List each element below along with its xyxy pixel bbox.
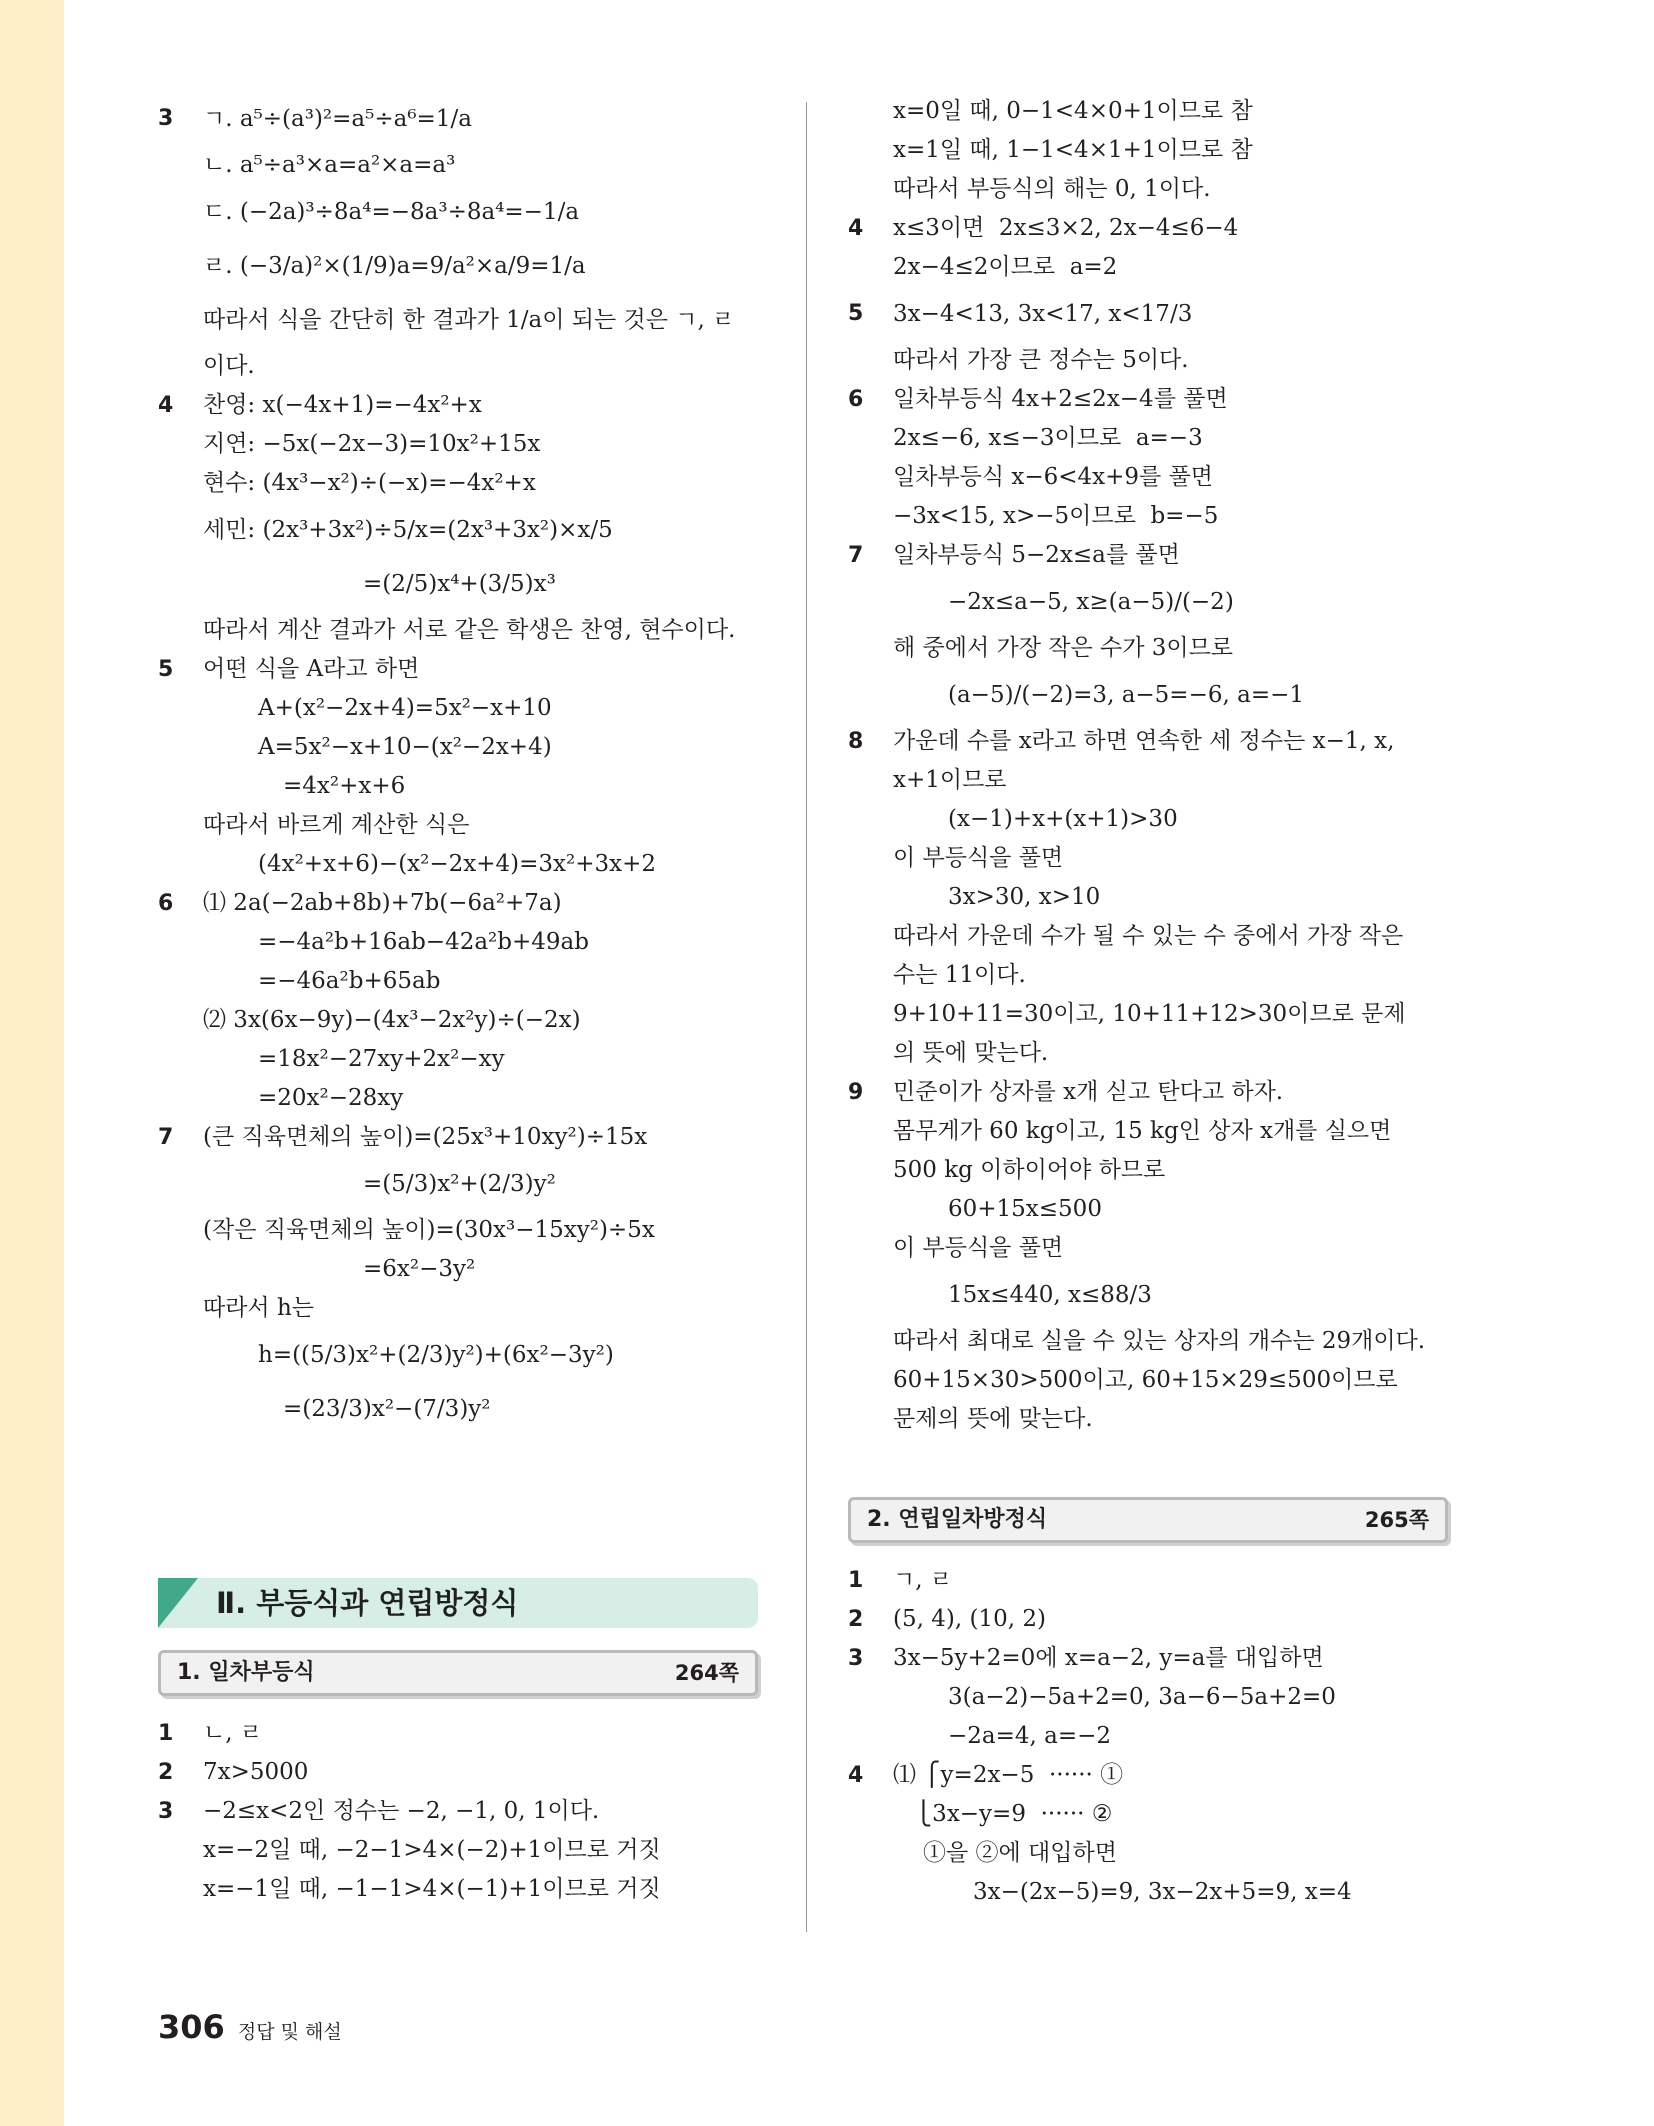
answer-text: 3x>30, x>10 <box>948 884 1101 910</box>
answer-text: 2x≤−6, x≤−3이므로 a=−3 <box>893 425 1203 451</box>
answer-text: 3x−4<13, 3x<17, x<17/3 <box>893 301 1193 327</box>
answer-number: 2 <box>158 1760 174 1785</box>
answer-line <box>158 1792 758 1831</box>
answer-number: 5 <box>848 301 864 326</box>
answer-number: 2 <box>848 1607 864 1632</box>
answer-line <box>203 1250 758 1289</box>
answer-text: −2a=4, a=−2 <box>948 1723 1112 1749</box>
chapter-banner-accent <box>158 1578 198 1628</box>
answer-text: x=−2일 때, −2−1>4×(−2)+1이므로 거짓 <box>203 1837 661 1863</box>
answer-text: 몸무게가 60 kg이고, 15 kg인 상자 x개를 실으면 <box>893 1118 1392 1144</box>
footer-label: 정답 및 해설 <box>237 2021 342 2043</box>
answer-line <box>893 1268 1448 1322</box>
answer-line <box>203 1040 758 1079</box>
answer-line <box>203 293 758 347</box>
answer-text: =18x²−27xy+2x²−xy <box>258 1046 505 1072</box>
answer-number: 8 <box>848 729 864 754</box>
answer-line <box>893 1795 1448 1834</box>
answer-line <box>893 1678 1448 1717</box>
answer-text: 60+15×30>500이고, 60+15×29≤500이므로 <box>893 1367 1398 1393</box>
answer-text: ㄴ, ㄹ <box>203 1720 263 1746</box>
answer-line <box>893 1873 1448 1912</box>
answer-text: 2x−4≤2이므로 a=2 <box>893 254 1118 280</box>
answer-text: −2x≤a−5, x≥(a−5)/(−2) <box>948 589 1234 615</box>
answer-line <box>893 92 1448 131</box>
answer-text: =−46a²b+65ab <box>258 968 441 994</box>
answer-line <box>203 1831 758 1870</box>
answer-line <box>203 767 758 806</box>
answer-text: x=−1일 때, −1−1>4×(−1)+1이므로 거짓 <box>203 1876 661 1902</box>
answer-line <box>893 668 1448 722</box>
answer-line <box>203 1211 758 1250</box>
left-answers-chapter1 <box>158 92 758 1436</box>
answer-number: 4 <box>848 1763 864 1788</box>
answer-text: 지연: −5x(−2x−3)=10x²+15x <box>203 431 541 457</box>
answer-text: 어떤 식을 A라고 하면 <box>203 656 420 682</box>
answer-line <box>848 1756 1448 1795</box>
answer-line <box>893 800 1448 839</box>
answer-line <box>158 1118 758 1157</box>
answer-line <box>203 845 758 884</box>
answer-text: (큰 직육면체의 높이)=(25x³+10xy²)÷15x <box>203 1124 648 1150</box>
answer-line <box>893 956 1448 995</box>
answer-line <box>203 185 758 239</box>
answer-text: 민준이가 상자를 x개 싣고 탄다고 하자. <box>893 1079 1284 1105</box>
answer-text: −3x<15, x>−5이므로 b=−5 <box>893 503 1219 529</box>
answer-number: 5 <box>158 657 174 682</box>
answer-text: 9+10+11=30이고, 10+11+12>30이므로 문제 <box>893 1001 1406 1027</box>
answer-number: 3 <box>158 1799 174 1824</box>
answer-line <box>893 1151 1448 1190</box>
answer-line <box>848 380 1448 419</box>
answer-text: ㄷ. (−2a)³÷8a⁴=−8a³÷8a⁴=−1/a <box>203 199 580 225</box>
section-title: 2. 연립일차방정식 <box>867 1507 1048 1532</box>
answer-line <box>893 1400 1448 1439</box>
answer-line <box>893 917 1448 956</box>
spacer <box>848 1439 1448 1497</box>
answer-line <box>848 1073 1448 1112</box>
answer-line <box>158 92 758 146</box>
answer-line <box>893 1112 1448 1151</box>
page-number: 306 <box>158 2008 225 2046</box>
answer-line <box>893 1322 1448 1361</box>
answer-line <box>848 1639 1448 1678</box>
left-column <box>158 92 758 1909</box>
answer-line <box>203 464 758 503</box>
answer-line <box>203 1157 758 1211</box>
answer-line <box>848 722 1448 761</box>
answer-text: 일차부등식 x−6<4x+9를 풀면 <box>893 464 1214 490</box>
answer-line <box>203 1079 758 1118</box>
answer-text: =(2/5)x⁴+(3/5)x³ <box>363 571 556 597</box>
chapter-banner <box>158 1578 758 1628</box>
answer-text: (a−5)/(−2)=3, a−5=−6, a=−1 <box>948 682 1304 708</box>
answer-line <box>203 239 758 293</box>
answer-text: 의 뜻에 맞는다. <box>893 1040 1049 1066</box>
answer-line <box>893 1361 1448 1400</box>
answer-line <box>158 650 758 689</box>
left-answers-section1 <box>158 1714 758 1909</box>
answer-line <box>893 131 1448 170</box>
answer-text: =6x²−3y² <box>363 1256 476 1282</box>
answer-text: 따라서 식을 간단히 한 결과가 1/a이 되는 것은 ㄱ, ㄹ <box>203 307 735 333</box>
answer-line <box>203 1001 758 1040</box>
answer-line <box>203 689 758 728</box>
right-column <box>848 92 1448 1912</box>
answer-line <box>893 170 1448 209</box>
answer-line <box>893 341 1448 380</box>
answer-text: =−4a²b+16ab−42a²b+49ab <box>258 929 589 955</box>
answer-text: 따라서 h는 <box>203 1295 314 1321</box>
answer-text: (x−1)+x+(x+1)>30 <box>948 806 1178 832</box>
answer-text: 3x−(2x−5)=9, 3x−2x+5=9, x=4 <box>973 1879 1352 1905</box>
answer-text: 이 부등식을 풀면 <box>893 1235 1064 1261</box>
answer-number: 3 <box>158 106 174 131</box>
answer-number: 6 <box>848 387 864 412</box>
answer-number: 3 <box>848 1646 864 1671</box>
answer-line <box>203 1870 758 1909</box>
answer-line <box>893 1190 1448 1229</box>
answer-line <box>158 1714 758 1753</box>
answer-text: 수는 11이다. <box>893 962 1026 988</box>
answer-number: 7 <box>848 543 864 568</box>
answer-line <box>158 1753 758 1792</box>
answer-line <box>848 1600 1448 1639</box>
answer-text: ㄱ, ㄹ <box>893 1567 953 1593</box>
section-page-ref: 265쪽 <box>1364 1508 1429 1532</box>
answer-text: 따라서 바르게 계산한 식은 <box>203 812 470 838</box>
answer-text: 세민: (2x³+3x²)÷5/x=(2x³+3x²)×x/5 <box>203 517 613 543</box>
answer-text: 찬영: x(−4x+1)=−4x²+x <box>203 392 482 418</box>
answer-text: =(23/3)x²−(7/3)y² <box>283 1396 491 1422</box>
answer-text: 가운데 수를 x라고 하면 연속한 세 정수는 x−1, x, <box>893 728 1395 754</box>
answer-text: ①을 ②에 대입하면 <box>923 1840 1117 1866</box>
answer-text: 일차부등식 4x+2≤2x−4를 풀면 <box>893 386 1228 412</box>
answer-line <box>893 248 1448 287</box>
answer-line <box>848 536 1448 575</box>
answer-line <box>203 806 758 845</box>
section-page-ref: 264쪽 <box>674 1661 739 1685</box>
answer-text: x≤3이면 2x≤3×2, 2x−4≤6−4 <box>893 215 1239 241</box>
answer-line <box>203 1328 758 1382</box>
right-answers-section2 <box>848 1561 1448 1912</box>
answer-line <box>158 884 758 923</box>
answer-text: =(5/3)x²+(2/3)y² <box>363 1171 556 1197</box>
answer-text: ㄹ. (−3/a)²×(1/9)a=9/a²×a/9=1/a <box>203 253 586 279</box>
answer-line <box>893 629 1448 668</box>
answer-line <box>203 425 758 464</box>
answer-text: x=0일 때, 0−1<4×0+1이므로 참 <box>893 98 1253 124</box>
answer-number: 1 <box>158 1721 174 1746</box>
answer-line <box>203 962 758 1001</box>
answer-line <box>203 1289 758 1328</box>
section-title: 1. 일차부등식 <box>177 1660 315 1685</box>
answer-line <box>893 458 1448 497</box>
answer-line <box>893 1034 1448 1073</box>
answer-text: =4x²+x+6 <box>283 773 406 799</box>
answer-line <box>203 146 758 185</box>
page-footer <box>158 2008 342 2046</box>
answer-line <box>893 419 1448 458</box>
answer-text: 3x−5y+2=0에 x=a−2, y=a를 대입하면 <box>893 1645 1324 1671</box>
answer-text: 500 kg 이하이어야 하므로 <box>893 1157 1166 1183</box>
answer-number: 6 <box>158 891 174 916</box>
answer-text: (작은 직육면체의 높이)=(30x³−15xy²)÷5x <box>203 1217 655 1243</box>
answer-line <box>203 923 758 962</box>
answer-text: 15x≤440, x≤88/3 <box>948 1282 1152 1308</box>
answer-line <box>893 839 1448 878</box>
answer-line <box>203 557 758 611</box>
answer-line <box>848 209 1448 248</box>
column-divider <box>806 102 807 1932</box>
answer-text: (5, 4), (10, 2) <box>893 1606 1046 1632</box>
answer-text: ⎩3x−y=9 ······ ② <box>893 1801 1113 1827</box>
answer-text: ⑴ 2a(−2ab+8b)+7b(−6a²+7a) <box>203 890 562 916</box>
answer-number: 7 <box>158 1125 174 1150</box>
answer-text: −2≤x<2인 정수는 −2, −1, 0, 1이다. <box>203 1798 600 1824</box>
answer-line <box>203 611 758 650</box>
answer-text: 일차부등식 5−2x≤a를 풀면 <box>893 542 1180 568</box>
answer-text: 현수: (4x³−x²)÷(−x)=−4x²+x <box>203 470 536 496</box>
answer-text: 해 중에서 가장 작은 수가 3이므로 <box>893 635 1234 661</box>
answer-text: 3(a−2)−5a+2=0, 3a−6−5a+2=0 <box>948 1684 1336 1710</box>
answer-text: 따라서 가운데 수가 될 수 있는 수 중에서 가장 작은 <box>893 923 1404 949</box>
answer-text: ㄱ. a⁵÷(a³)²=a⁵÷a⁶=1/a <box>203 106 472 132</box>
answer-line <box>893 497 1448 536</box>
answer-line <box>893 1717 1448 1756</box>
right-answers-section1 <box>848 92 1448 1439</box>
answer-text: 따라서 계산 결과가 서로 같은 학생은 찬영, 현수이다. <box>203 617 736 643</box>
answer-line <box>893 995 1448 1034</box>
page-side-band <box>0 0 64 2126</box>
answer-text: (4x²+x+6)−(x²−2x+4)=3x²+3x+2 <box>258 851 656 877</box>
answer-text: x=1일 때, 1−1<4×1+1이므로 참 <box>893 137 1253 163</box>
answer-line <box>893 575 1448 629</box>
answer-text: 이다. <box>203 353 255 379</box>
answer-text: ⑵ 3x(6x−9y)−(4x³−2x²y)÷(−2x) <box>203 1007 581 1033</box>
answer-line <box>893 878 1448 917</box>
answer-line <box>203 728 758 767</box>
answer-text: ㄴ. a⁵÷a³×a=a²×a=a³ <box>203 152 456 178</box>
answer-line <box>893 1229 1448 1268</box>
answer-text: x+1이므로 <box>893 767 1007 793</box>
section-header-1 <box>158 1650 758 1696</box>
answer-text: A=5x²−x+10−(x²−2x+4) <box>258 734 552 760</box>
answer-line <box>848 287 1448 341</box>
answer-text: 7x>5000 <box>203 1759 309 1785</box>
answer-text: 이 부등식을 풀면 <box>893 845 1064 871</box>
answer-line <box>203 347 758 386</box>
answer-number: 4 <box>848 216 864 241</box>
chapter-title: Ⅱ. 부등식과 연립방정식 <box>216 1586 519 1620</box>
answer-number: 1 <box>848 1568 864 1593</box>
answer-text: h=((5/3)x²+(2/3)y²)+(6x²−3y²) <box>258 1342 614 1368</box>
answer-line <box>158 386 758 425</box>
answer-text: A+(x²−2x+4)=5x²−x+10 <box>258 695 552 721</box>
answer-line <box>203 1382 758 1436</box>
answer-line <box>893 761 1448 800</box>
answer-number: 4 <box>158 393 174 418</box>
answer-text: 따라서 부등식의 해는 0, 1이다. <box>893 176 1211 202</box>
answer-text: 따라서 가장 큰 정수는 5이다. <box>893 347 1189 373</box>
section-header-2 <box>848 1497 1448 1543</box>
spacer <box>158 1436 758 1566</box>
answer-line <box>848 1561 1448 1600</box>
answer-text: 60+15x≤500 <box>948 1196 1102 1222</box>
answer-text: ⑴ ⎧y=2x−5 ······ ① <box>893 1762 1124 1788</box>
answer-text: 문제의 뜻에 맞는다. <box>893 1406 1093 1432</box>
answer-text: 따라서 최대로 실을 수 있는 상자의 개수는 29개이다. <box>893 1328 1426 1354</box>
answer-number: 9 <box>848 1080 864 1105</box>
answer-text: =20x²−28xy <box>258 1085 404 1111</box>
answer-line <box>203 503 758 557</box>
answer-line <box>893 1834 1448 1873</box>
